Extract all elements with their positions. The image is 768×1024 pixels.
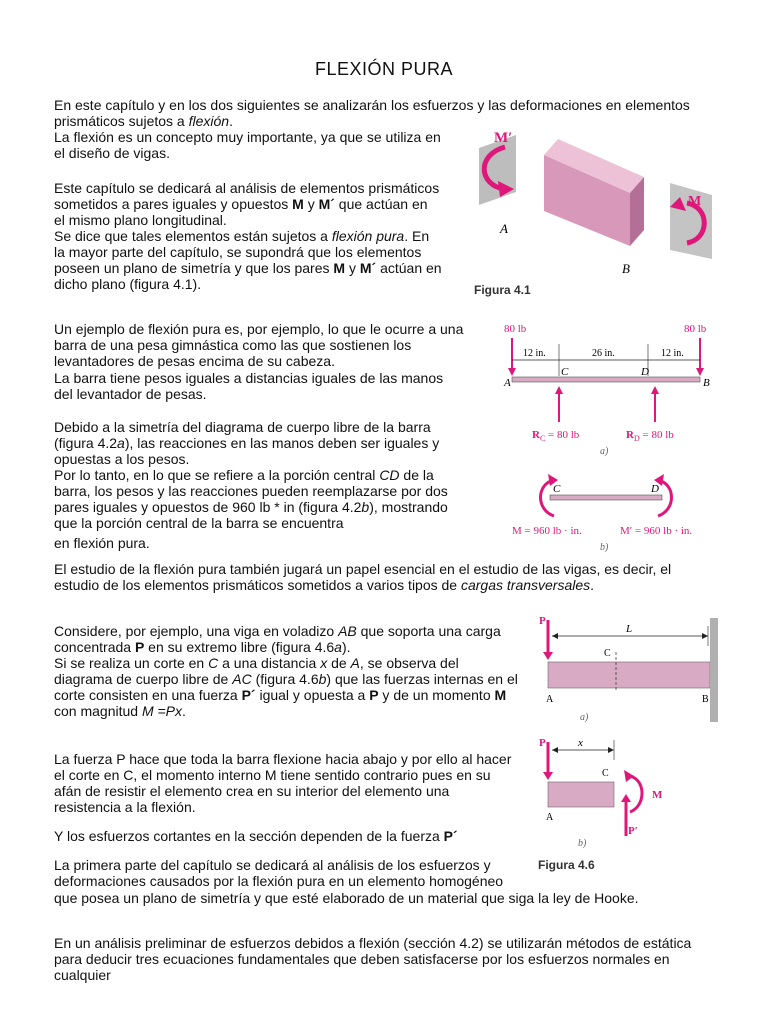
text: El estudio de la flexión pura también jugará un papel esencial en el estudio de las vigas, es decir, el estudio de los elementos prismáticos sometidos a varios tipos de [54,561,672,593]
symbol-M-prime: M´ [359,260,377,276]
symbol-P-prime: P´ [443,828,458,844]
text: de [327,655,351,671]
paragraph-vigas [54,561,714,593]
text: Y los esfuerzos cortantes en la sección dependen de la fuerza [54,828,444,844]
text-emphasis: flexión pura [331,228,405,244]
arrowhead [624,770,634,782]
text: Por lo tanto, en lo que se refiere a la porción central [54,467,380,483]
figure-4-2 [496,318,726,558]
arrowhead [508,368,516,376]
text: ). [341,639,351,655]
paragraph-primera-parte: La primera parte del capítulo se dedicará al análisis de los esfuerzos y deformaciones causados por la flexión pura en un elemento homogéneo [54,857,504,889]
label-A: A [504,377,511,389]
symbol-M-prime: M´ [318,196,335,212]
text: ) que las fuerzas internas en el corte consisten en una fuerza [54,671,518,703]
text-emphasis: C [208,655,219,671]
symbol-M: M [333,260,346,276]
figure-4-6-drawing [536,612,728,880]
paragraph-momento-interno: La fuerza P hace que toda la barra flexione hacia abajo y por ello al hacer el corte en C, el momento interno M tiene sentido contrario pues en su afán de resistir el elemento crea en su interior del elemento una resistencia a la flexión. [54,751,512,815]
subfigure-a-label: a) [600,446,609,457]
arrowhead [552,633,558,639]
text-emphasis: flexión [188,113,230,129]
label-A: A [546,694,554,705]
text: . [229,113,233,129]
reaction-rd-label [626,429,674,443]
value: = 80 lb [545,429,580,441]
paragraph-hooke: que posea un plano de simetría y que esté elaborado de un material que siga la ley de Hooke. [54,890,639,906]
paragraph-voladizo [54,623,520,655]
label-x: x [578,737,583,749]
subfigure-b-label: b) [578,838,587,849]
label-D: D [641,366,649,378]
subfigure-a-label: a) [580,712,589,723]
text-emphasis: a [117,435,125,451]
paragraph-porcion-central [54,467,474,531]
text: En este capítulo y en los dos siguientes se analizarán los esfuerzos y las deformaciones en elementos prismáticos sujetos a [54,97,690,129]
arrowhead [552,747,558,753]
label-P: P [539,615,546,627]
label-A: A [546,812,554,823]
arrowhead [621,794,631,802]
dimension-12in-left: 12 in. [523,348,546,359]
text: Se dice que tales elementos están sujetos a [54,228,332,244]
text: que actúan en el mismo plano longitudinal. [54,196,428,228]
label-D: D [651,483,659,495]
symbol-M: M [292,196,304,212]
label-C: C [553,483,561,495]
dimension-12in-right: 12 in. [661,348,684,359]
paragraph-simetria [54,419,456,467]
text: que soporta una carga concentrada [54,623,501,655]
text: Considere, por ejemplo, una viga en voladizo [54,623,339,639]
text: igual y opuesta a [255,687,370,703]
text-emphasis: A [350,655,360,671]
label-M: M [652,789,663,801]
text: de la barra, los pesos y las reacciones pueden reemplazarse por dos pares iguales y opuestos de 960 lb * in (figura 4.2 [54,467,448,515]
text-emphasis: x [320,655,328,671]
arrowhead [555,386,563,394]
paragraph-flexion-pura [54,228,442,292]
paragraph-pesos-iguales: La barra tiene pesos iguales a distancias iguales de las manos del levantador de pesas. [54,370,444,402]
moment-arrow [630,776,642,812]
reaction-rc-label [532,429,580,443]
label-M: M [688,194,702,209]
text: . [182,703,186,719]
text: ), las reacciones en las manos deben ser iguales y opuestas a los pesos. [54,435,440,467]
subfigure-b-label: b) [600,542,609,553]
symbol: R [532,429,540,441]
free-body-segment [548,782,614,807]
paragraph-flexion-concept: La flexión es un concepto muy importante, ya que se utiliza en el diseño de vigas. [54,129,441,161]
text: . [590,577,595,593]
label-A: A [500,221,508,236]
text: y de un momento [378,687,495,703]
label-L: L [626,623,633,635]
label-B: B [703,377,710,389]
weight-left-label: 80 lb [504,323,527,335]
fixed-wall [710,618,718,722]
cantilever-beam [548,662,710,688]
text-emphasis: b [318,671,327,687]
arrowhead [543,652,553,660]
paragraph-pesa-example: Un ejemplo de flexión pura es, por ejemplo, lo que le ocurre a una barra de una pesa gimnástica como las que sostienen los levantadores de pesas encima de su cabeza. [54,321,464,369]
text: , se observa del diagrama de cuerpo libre de [54,655,459,687]
figure-4-6 [536,612,728,880]
page-title: FLEXIÓN PURA [314,59,454,79]
equation: M =Px [141,703,183,719]
arrowhead [702,633,708,639]
label-B: B [702,694,709,705]
symbol-P: P [369,687,379,703]
text: . En la mayor parte del capítulo, se supondrá que los elementos poseen un plano de simetría y que los pares [54,228,430,276]
dumbbell-bar [512,377,700,382]
text-emphasis: AB [338,623,357,639]
text: actúan en dicho plano (figura 4.1). [54,260,442,292]
text-emphasis: AC [232,671,252,687]
text: con magnitud [54,703,142,719]
text: Si se realiza un corte en [54,655,209,671]
subscript: D [633,434,640,443]
paragraph-analisis-preliminar: En un análisis preliminar de esfuerzos debidos a flexión (sección 4.2) se utilizarán métodos de estática para deducir tres ecuaciones fundamentales que deben satisfacerse por los esfuerzos normales en cualquier [54,935,692,983]
symbol-P: P [134,639,145,655]
value: = 80 lb [639,429,674,441]
moment-label-right: M′ = 960 lb · in. [620,525,693,537]
text-emphasis: b [361,499,370,515]
figure-4-1 [474,125,724,305]
text-emphasis: a [334,639,342,655]
bar-segment-cd [550,495,662,500]
text: ), mostrando que la porción central de la barra se encuentra [54,499,448,531]
text: (figura 4.6 [251,671,319,687]
dimension-26in: 26 in. [592,348,615,359]
figure-4-6-caption: Figura 4.6 [538,858,595,872]
text: y [345,260,360,276]
label-C: C [602,768,609,779]
text: y [303,196,319,212]
weight-right-label: 80 lb [684,323,707,335]
label-M-prime: M′ [494,130,513,146]
arrowhead [651,386,659,394]
label-B: B [622,261,630,276]
text: en su extremo libre (figura 4.6 [144,639,335,655]
figure-4-1-drawing [474,125,724,305]
text: Debido a la simetría del diagrama de cuerpo libre de la barra (figura 4.2 [54,419,431,451]
paragraph-flexion-pura-end: en flexión pura. [54,535,150,551]
figure-4-2-drawing [496,318,726,558]
arrowhead [608,747,614,753]
symbol-P-prime: P´ [241,687,256,703]
paragraph-pares [54,180,442,228]
figure-4-1-caption: Figura 4.1 [474,283,531,297]
moment-label-left: M = 960 lb · in. [512,525,582,537]
text-emphasis: cargas transversales [460,577,591,593]
arrowhead [543,772,553,780]
label-P: P [539,737,546,749]
paragraph-cortantes [54,828,514,844]
label-P-prime: P′ [628,825,638,837]
arrowhead [696,368,704,376]
paragraph-corte [54,655,518,719]
text: a una distancia [218,655,321,671]
symbol-M: M [494,687,507,703]
symbol: R [626,429,634,441]
subscript: C [539,434,546,443]
label-C: C [604,648,611,659]
label-C: C [561,366,569,378]
text-emphasis: CD [379,467,400,483]
text: Este capítulo se dedicará al análisis de elementos prismáticos sometidos a pares iguales y opuestos [54,180,440,212]
